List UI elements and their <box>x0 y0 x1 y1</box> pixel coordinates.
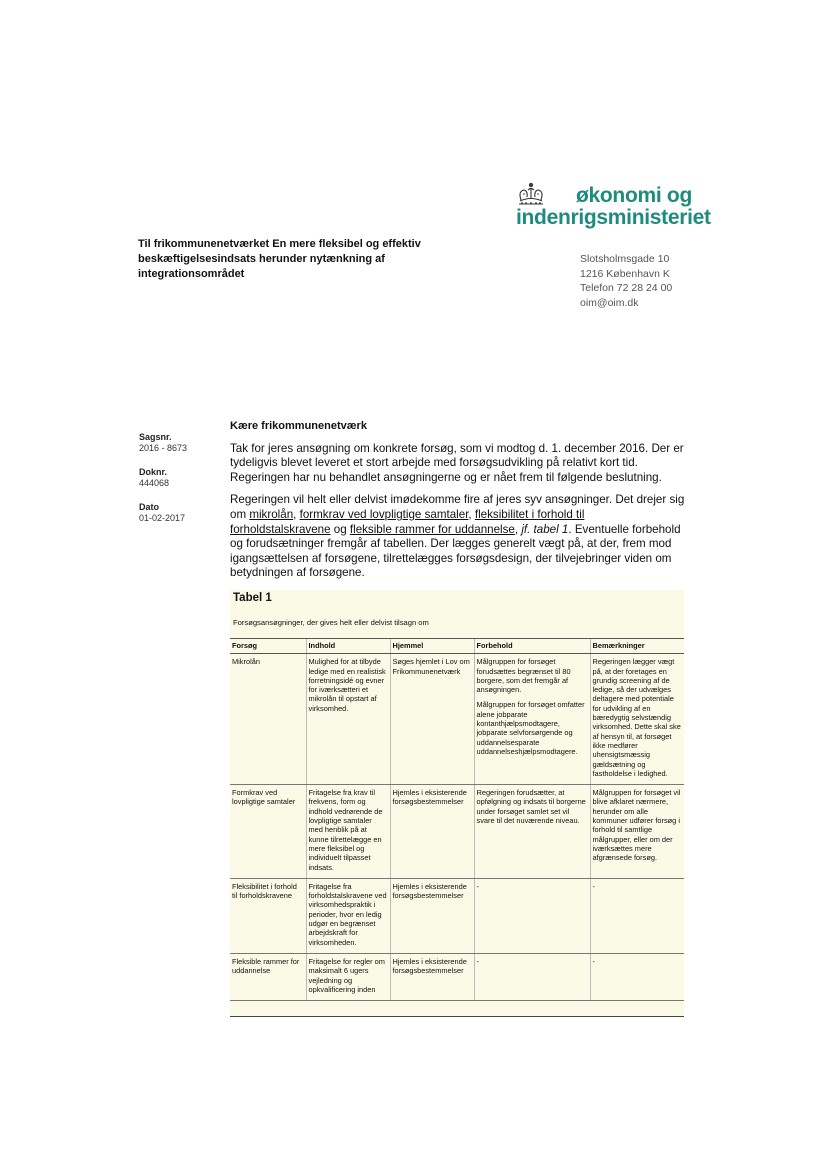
table-row <box>230 785 684 879</box>
date-value: 01-02-2017 <box>139 513 186 523</box>
cell-forbehold <box>474 654 590 785</box>
table-row <box>230 953 684 1000</box>
cell-bemaerkninger: Regeringen lægger vægt på, at der foretages en grundig screening af de ledige, så der udvælges deltagere med potentiale for udvikling af en bæredygtig selvstændig virksomhed. Dette skal ske af hensyn til, at forsøget ikke medfører uhensigtsmæssig gældsætning og fastholdelse i ledighed. <box>590 654 684 785</box>
address-email[interactable]: oim@oim.dk <box>580 296 639 309</box>
cell-forsog: Formkrav ved lovpligtige samtaler <box>230 785 306 879</box>
cell-forsog: Mikrolån <box>230 654 306 785</box>
applications-table <box>230 638 684 1001</box>
col-header-hjemmel: Hjemmel <box>390 639 474 654</box>
cell-indhold: Fritagelse for regler om maksimalt 6 ugers vejledning og opkvalificering inden <box>306 953 390 1000</box>
table-row <box>230 878 684 953</box>
cell-forsog: Fleksibilitet i forhold til forholdskravene <box>230 878 306 953</box>
cell-bemaerkninger: - <box>590 953 684 1000</box>
address-city: 1216 København K <box>580 267 670 280</box>
cell-hjemmel: Hjemles i eksisterende forsøgsbestemmelser <box>390 878 474 953</box>
separator: , <box>514 522 522 536</box>
table-reference: jf. tabel 1 <box>521 522 569 536</box>
col-header-bemaerkninger: Bemærkninger <box>590 639 684 654</box>
greeting: Kære frikommunenetværk <box>230 420 367 432</box>
address-phone: Telefon 72 28 24 00 <box>580 282 673 295</box>
table-caption: Forsøgsansøgninger, der gives helt eller delvist tilsagn om <box>233 618 429 627</box>
separator: og <box>330 522 350 536</box>
case-number-value: 2016 - 8673 <box>139 443 188 453</box>
paragraph-2 <box>230 493 685 581</box>
document-title: Til frikommunenetværket En mere fleksibel og effektiv beskæftigelsesindsats herunder nytænkning af integrationsområdet <box>138 238 421 280</box>
cell-forbehold: - <box>474 953 590 1000</box>
document-meta <box>139 432 187 537</box>
separator: , <box>468 507 475 521</box>
table-row <box>230 654 684 785</box>
table-1 <box>230 590 684 1017</box>
logo-text-line1: økonomi og <box>576 184 692 207</box>
doc-number-value: 444068 <box>139 478 170 488</box>
paragraph-2-intro: Regeringen vil helt eller delvist imødekomme fire af jeres syv ansøgninger. Det drejer sig om <box>230 493 685 521</box>
link-fleksibilitet[interactable]: fleksibilitet i forhold til forholdstalskravene <box>230 507 585 536</box>
ministry-address <box>580 252 672 310</box>
cell-indhold: Fritagelse fra forholdstalskravene ved virksomhedspraktik i perioder, hvor en ledig udgør en begrænset arbejdskraft for virksomheden. <box>306 878 390 953</box>
date-label: Dato <box>139 502 159 512</box>
address-street: Slotsholmsgade 10 <box>580 253 670 265</box>
link-mikrolan[interactable]: mikrolån <box>249 507 294 521</box>
cell-forbehold: Regeringen forudsætter, at opfølgning og indsats til borgerne under forsøget samlet set vil svare til det nuværende niveau. <box>474 785 590 879</box>
link-formkrav[interactable]: formkrav ved lovpligtige samtaler <box>299 507 469 521</box>
ministry-logo <box>510 180 710 240</box>
paragraph-1: Tak for jeres ansøgning om konkrete forsøg, som vi modtog d. 1. december 2016. Der er tydeligvis blevet leveret et stort arbejde med forsøgsudvikling på relativt kort tid. Regeringen har nu behandlet ansøgningerne og er nået frem til følgende beslutning. <box>230 441 684 484</box>
separator: , <box>293 507 300 521</box>
logo-text-line2: indenrigsministeriet <box>516 206 711 229</box>
letter-body <box>230 419 685 589</box>
cell-hjemmel: Hjemles i eksisterende forsøgsbestemmelser <box>390 953 474 1000</box>
case-number-label: Sagsnr. <box>139 432 172 442</box>
table-header-row <box>230 639 684 654</box>
paragraph-2-rest: . Eventuelle forbehold og forudsætninger fremgår af tabellen. Der lægges generelt vægt på, at der, frem mod igangsættelsen af forsøgene, tilrettelægges forsøgsdesign, der tilvejebringer viden om betydningen af forsøgene. <box>230 522 681 580</box>
col-header-indhold: Indhold <box>306 639 390 654</box>
cell-indhold: Mulighed for at tilbyde ledige med en realistisk forretningsidé og evner for iværksætteri et mikrolån til opstart af virksomhed. <box>306 654 390 785</box>
col-header-forbehold: Forbehold <box>474 639 590 654</box>
doc-number-label: Doknr. <box>139 467 168 477</box>
cell-forbehold-part2: Målgruppen for forsøget omfatter alene jobparate kontanthjælpsmodtagere, jobparate selvforsørgende og uddannelsesparate uddannelseshjælpsmodtagere. <box>476 700 585 756</box>
link-fleksible-rammer[interactable]: fleksible rammer for uddannelse <box>349 522 515 536</box>
cell-forbehold: - <box>474 878 590 953</box>
cell-bemaerkninger: - <box>590 878 684 953</box>
cell-forbehold-part1: Målgruppen for forsøget forudsættes begrænset til 80 borgere, som det fremgår af ansøgningen. <box>476 657 571 695</box>
cell-forsog: Fleksible rammer for uddannelse <box>230 953 306 1000</box>
cell-indhold: Fritagelse fra krav til frekvens, form og indhold vedrørende de lovpligtige samtaler med henblik på at kunne tilrettelægge en mere fleksibel og individuelt tilpasset indsats. <box>306 785 390 879</box>
col-header-forsog: Forsøg <box>230 639 306 654</box>
cell-hjemmel: Søges hjemlet i Lov om Frikommunenetværk <box>390 654 474 785</box>
cell-bemaerkninger: Målgruppen for forsøget vil blive afklaret nærmere, herunder om alle kommuner udfører forsøg i forhold til samtlige målgrupper, eller om der iværksættes mere afgrænsede forsøg. <box>590 785 684 879</box>
table-title: Tabel 1 <box>233 592 272 604</box>
cell-hjemmel: Hjemles i eksisterende forsøgsbestemmelser <box>390 785 474 879</box>
